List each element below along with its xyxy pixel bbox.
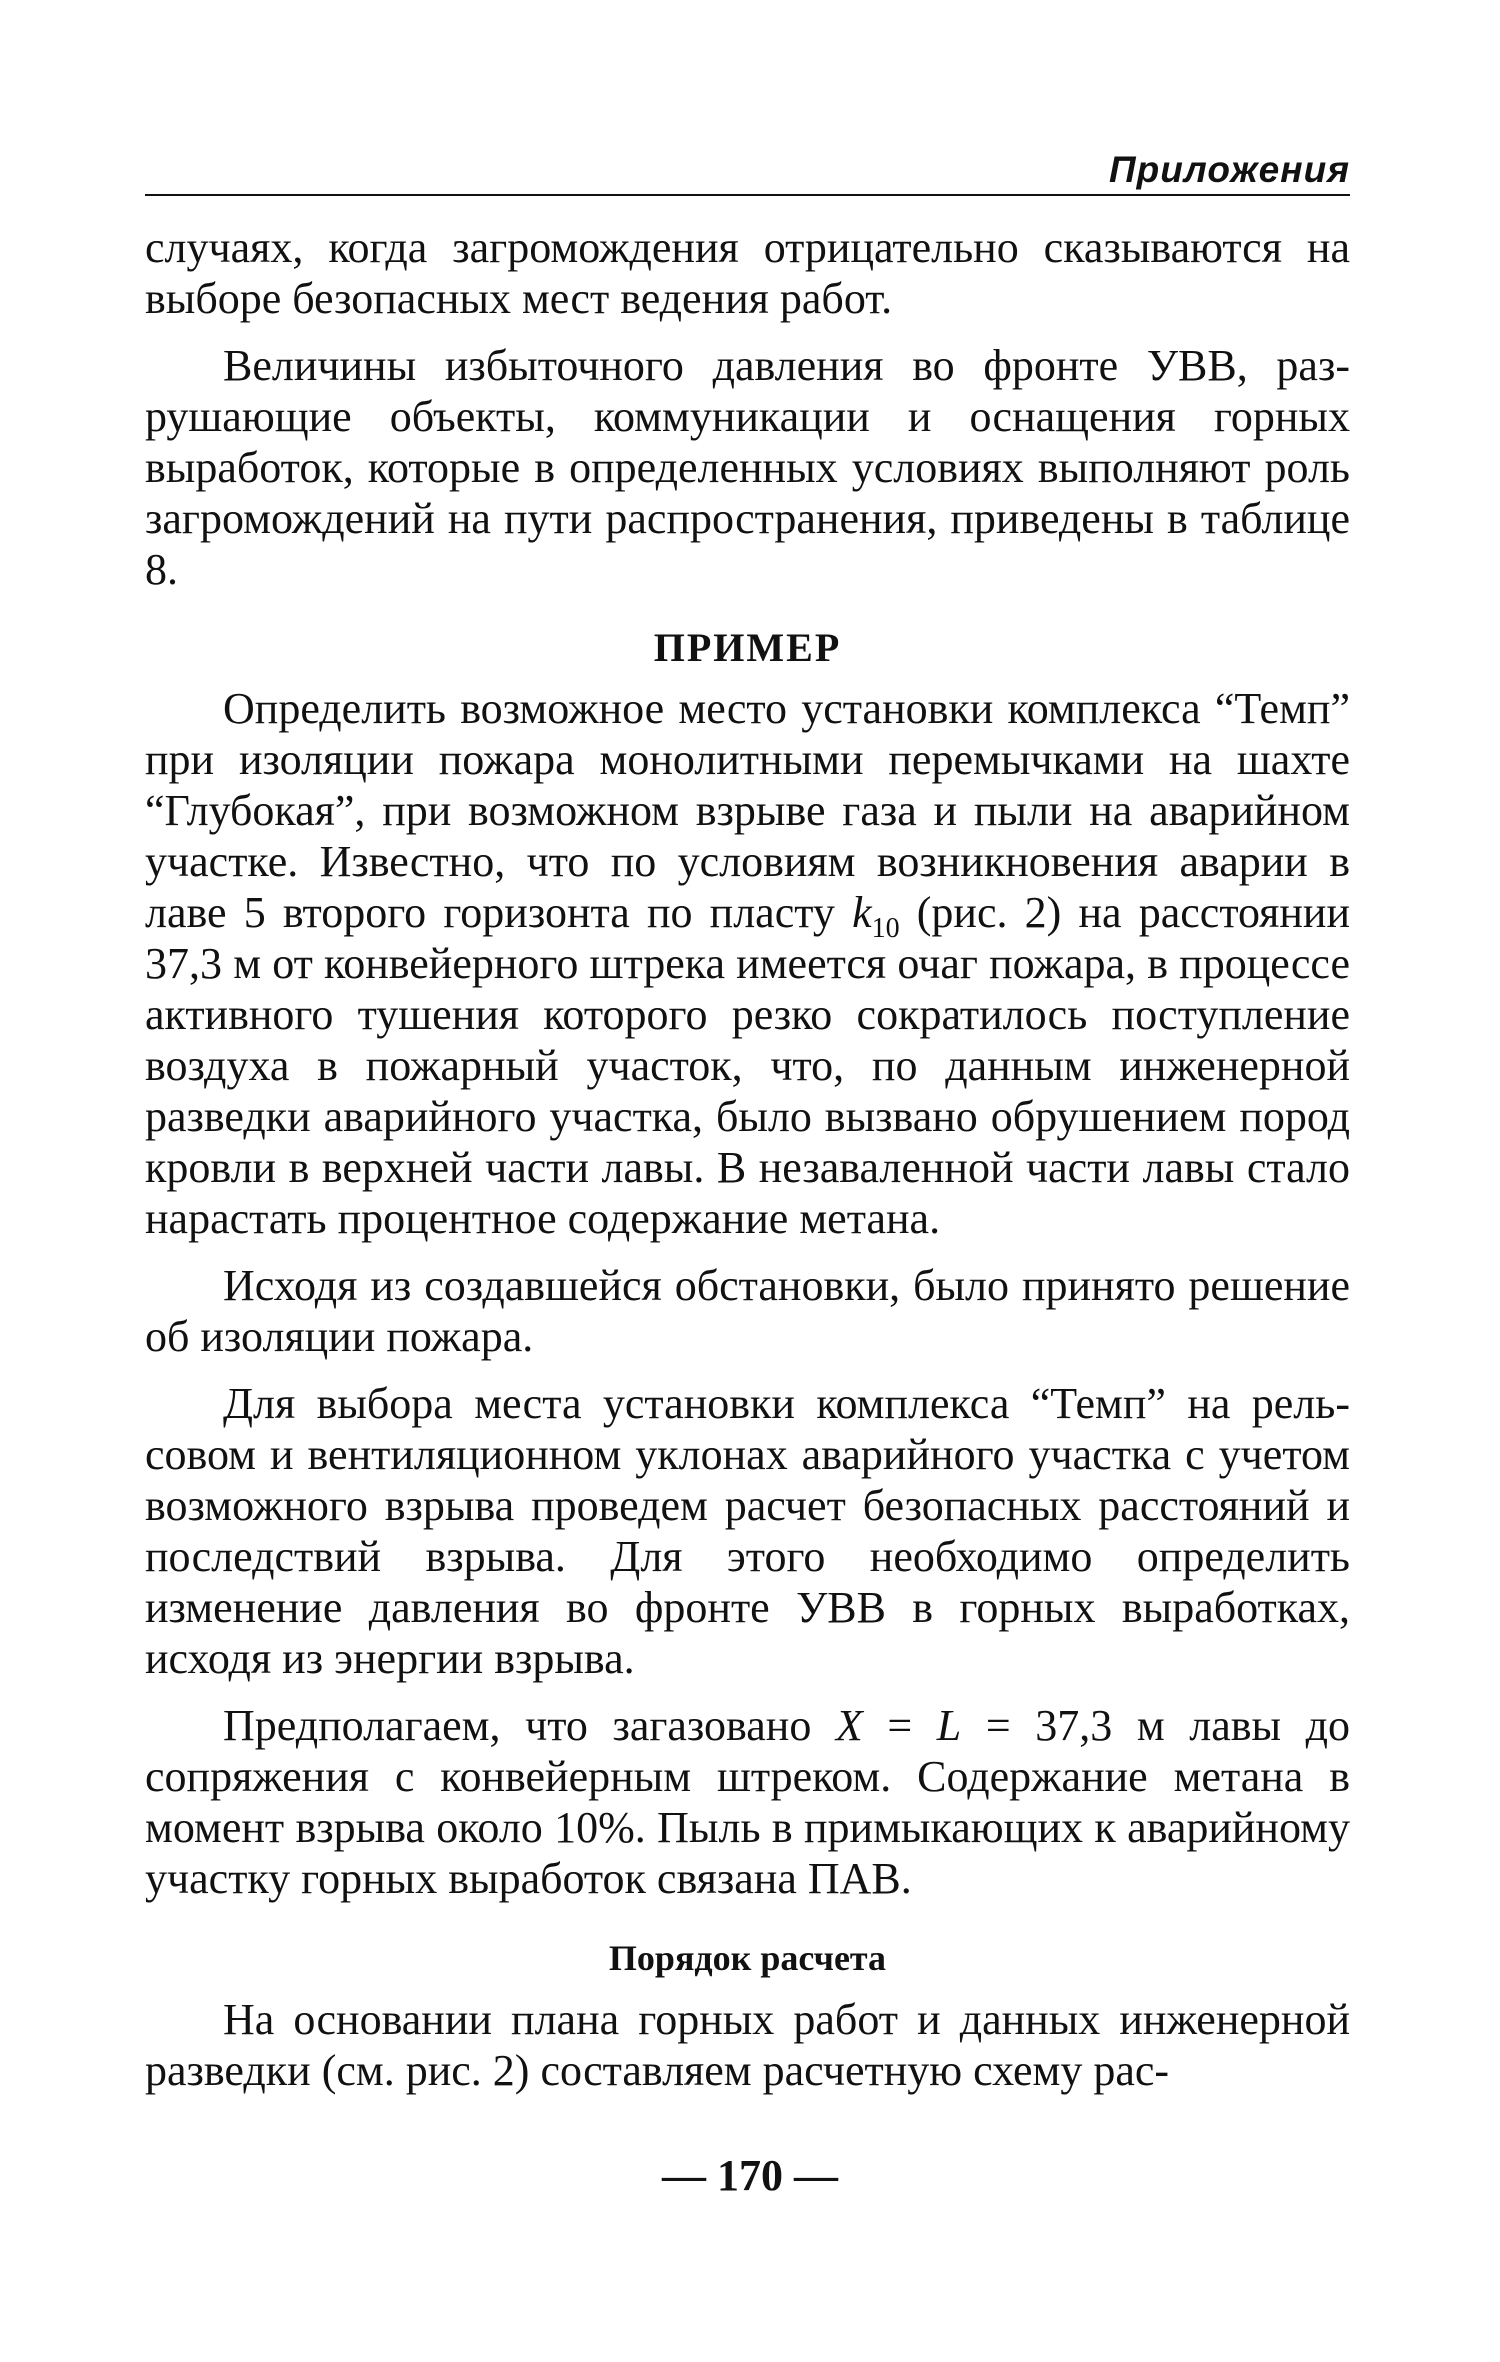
page-body: [145, 222, 1350, 2112]
paragraph-example-task: [145, 683, 1350, 1244]
equals-sign-1: =: [887, 1701, 913, 1750]
seam-variable: k: [852, 888, 872, 937]
variable-l: L: [936, 1701, 962, 1750]
variable-x: X: [835, 1701, 863, 1750]
paragraph-continuation: случаях, когда загромождения отрицательно сказываются на выборе безопасных мест ведения работ.: [145, 223, 1350, 323]
page-number: — 170 —: [662, 2151, 838, 2200]
assumption-text-2: 37,3 м лавы до сопряжения с конвейерным штреком. Содержание метана в момент взрыва около 10%. Пыль в примыкающих к аварийному участку горных выработок связана ПАВ.: [145, 1701, 1351, 1903]
equals-sign-2: =: [985, 1701, 1011, 1750]
paragraph-decision: Исходя из создавшейся обстановки, было принято решение об изоляции пожара.: [145, 1261, 1350, 1361]
heading-example: ПРИМЕР: [653, 625, 842, 670]
example-task-text-2: (рис. 2) на расстоянии 37,3 м от конвейерного штрека имеется очаг пожара, в процессе активного тушения которого резко сократилось поступление воздуха в пожарный участок, что, по данным инженерной разведки аварийного участка, было вызвано обрушением пород кровли в верхней части лавы. В незаваленной части лавы стало нарастать процентное содержание метана.: [145, 888, 1351, 1243]
paragraph-pressure-values: Величины избыточного давления во фронте УВВ, разрушающие объекты, коммуникации и оснащения горных выработок, которые в определенных условиях выполняют роль загромождений на пути распространения, приведены в таблице 8.: [145, 341, 1350, 594]
section-title: Приложения: [1108, 149, 1350, 190]
paragraph-assumptions: [145, 1700, 1350, 1904]
paragraph-procedure-start: На основании плана горных работ и данных инженерной разведки (см. рис. 2) составляем расчетную схему рас-: [145, 1995, 1350, 2095]
assumption-text-1: Предполагаем, что загазовано: [223, 1701, 812, 1750]
heading-procedure: Порядок расчета: [608, 1938, 887, 1978]
running-head: [145, 148, 1350, 196]
example-task-text-1: Определить возможное место установки комплекса “Темп” при изоляции пожара монолитными перемычками на шахте “Глубокая”, при возможном взрыве газа и пыли на аварийном участке. Известно, что по условиям возникновения аварии в лаве 5 второго горизонта по пласту: [145, 684, 1350, 937]
seam-subscript: 10: [871, 913, 900, 944]
paragraph-site-selection: Для выбора места установки комплекса “Темп” на рельсовом и вентиляционном уклонах аварийного участка с учетом возможного взрыва проведем расчет безопасных расстояний и последствий взрыва. Для этого необходимо определить изменение давления во фронте УВВ в горных выработках, исходя из энергии взрыва.: [145, 1379, 1350, 1683]
